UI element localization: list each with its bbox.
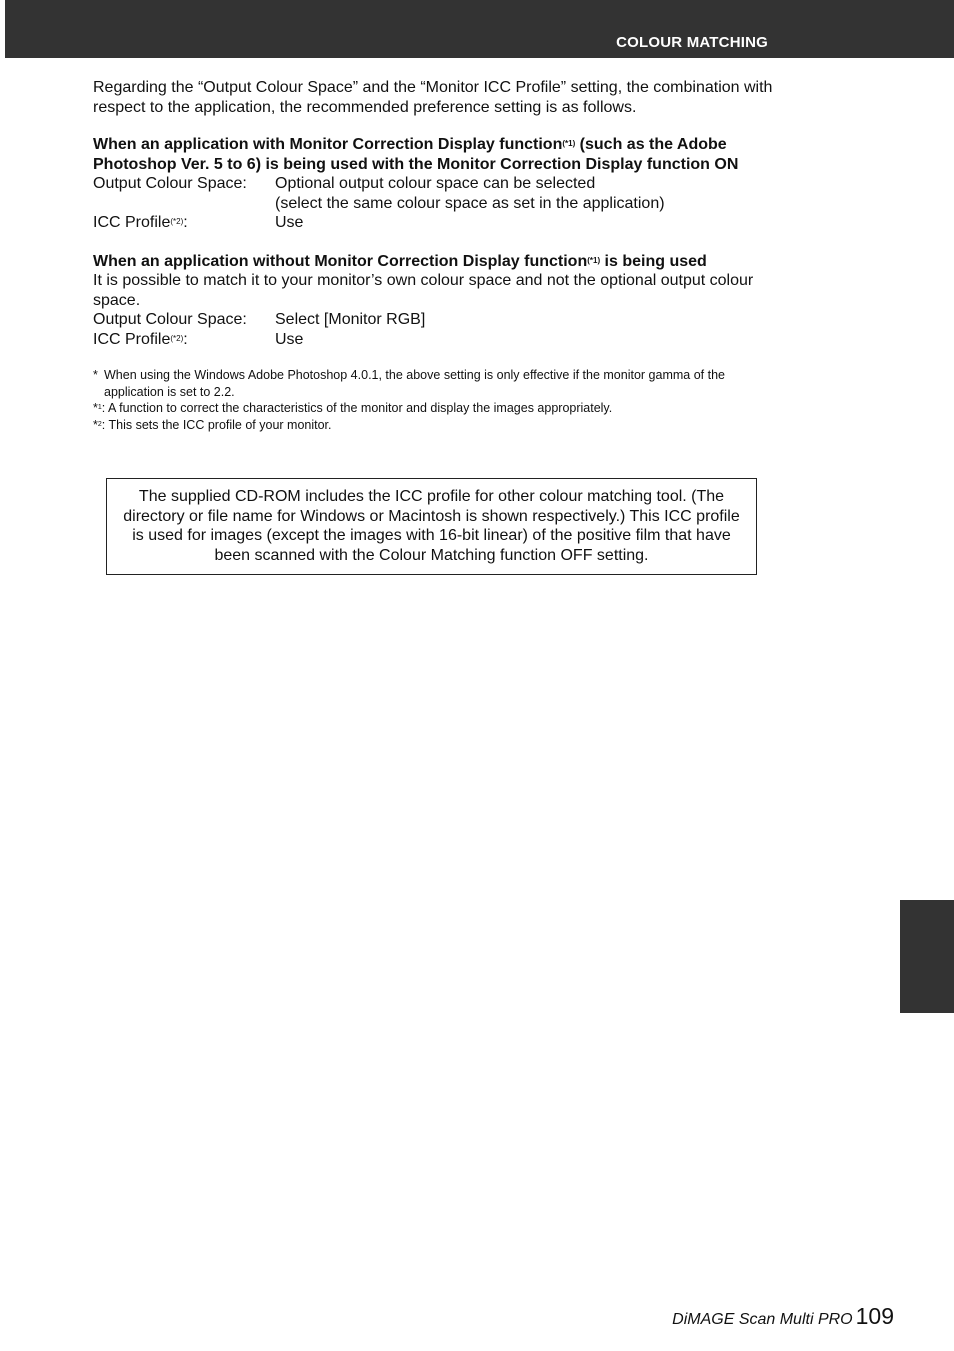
row-value: Select [Monitor RGB] — [275, 311, 426, 328]
footnote-ref-1: (*1) — [562, 139, 576, 148]
spacer — [93, 233, 773, 252]
footnote-2 — [93, 417, 773, 434]
section1-heading — [93, 135, 773, 174]
footnote-star: * — [93, 401, 98, 415]
footnote-number: 1 — [97, 404, 102, 411]
footnotes — [93, 367, 773, 433]
product-name: DiMAGE Scan Multi PRO — [672, 1311, 853, 1328]
footnote-1 — [93, 400, 773, 417]
chapter-tab — [900, 900, 954, 1013]
info-box-text: The supplied CD-ROM includes the ICC profile for other colour matching tool. (The directory or file name for Windows or Macintosh is shown respectively.) This ICC profile is used for images (except the images with 16-bit linear) of the positive film that have been scanned with the Colour Matching function OFF setting. — [123, 488, 740, 564]
footnote-text: When using the Windows Adobe Photoshop 4.0.1, the above setting is only effective if the monitor gamma of the application is set to 2.2. — [104, 368, 725, 399]
footnote-mark: * — [93, 368, 98, 382]
section-with-monitor-correction — [93, 135, 773, 233]
page-number: 109 — [855, 1303, 894, 1329]
footnote-general — [93, 367, 773, 400]
section2-output-colour-space-row — [93, 310, 773, 330]
row-value — [275, 174, 773, 213]
row-value-line1: Optional output colour space can be selected — [275, 175, 596, 192]
row-label-text: ICC Profile — [93, 330, 171, 348]
row-label: Output Colour Space: — [93, 311, 247, 328]
footnote-ref-2: (*2) — [170, 217, 184, 226]
footnote-text: : This sets the ICC profile of your monitor. — [101, 417, 332, 432]
section-title: COLOUR MATCHING — [616, 34, 768, 51]
footnote-mark — [93, 400, 102, 417]
section2-description: It is possible to match it to your monitor’s own colour space and not the optional output colour space. — [93, 272, 754, 309]
section2-heading — [93, 252, 773, 272]
intro-paragraph: Regarding the “Output Colour Space” and the “Monitor ICC Profile” setting, the combination with respect to the application, the recommended preference setting is as follows. — [93, 79, 773, 116]
section1-icc-profile-row — [93, 213, 773, 233]
footnote-number: 2 — [97, 420, 102, 428]
main-content — [93, 78, 773, 433]
section1-heading-text-cont: (such as the Adobe Photoshop Ver. 5 to 6) is being used with the Monitor Correction Display function ON — [93, 136, 739, 173]
info-box — [106, 478, 757, 575]
section2-icc-profile-row — [93, 330, 773, 350]
row-label-colon: : — [183, 330, 188, 348]
footnote-mark — [93, 417, 102, 434]
row-value-line2: (select the same colour space as set in the application) — [275, 194, 665, 212]
footnote-ref-1: (*1) — [587, 255, 601, 265]
section1-heading-text: When an application with Monitor Correction Display function — [93, 136, 563, 153]
header-bar — [5, 0, 954, 58]
row-value: Use — [275, 330, 304, 348]
row-label — [93, 213, 275, 233]
page-footer — [672, 1303, 894, 1330]
footnote-ref-2: (*2) — [170, 333, 184, 343]
footnote-text: : A function to correct the characteristics of the monitor and display the images appropriately. — [101, 401, 613, 415]
section-without-monitor-correction — [93, 252, 773, 350]
row-label — [93, 330, 275, 350]
row-label-colon: : — [183, 214, 188, 231]
section2-heading-text-cont: is being used — [600, 252, 707, 270]
row-label: Output Colour Space: — [93, 175, 247, 192]
section2-heading-text: When an application without Monitor Correction Display function — [93, 252, 588, 270]
section1-output-colour-space-row — [93, 174, 773, 213]
row-value: Use — [275, 214, 304, 231]
footnote-star: * — [93, 417, 98, 432]
row-label-text: ICC Profile — [93, 214, 171, 231]
